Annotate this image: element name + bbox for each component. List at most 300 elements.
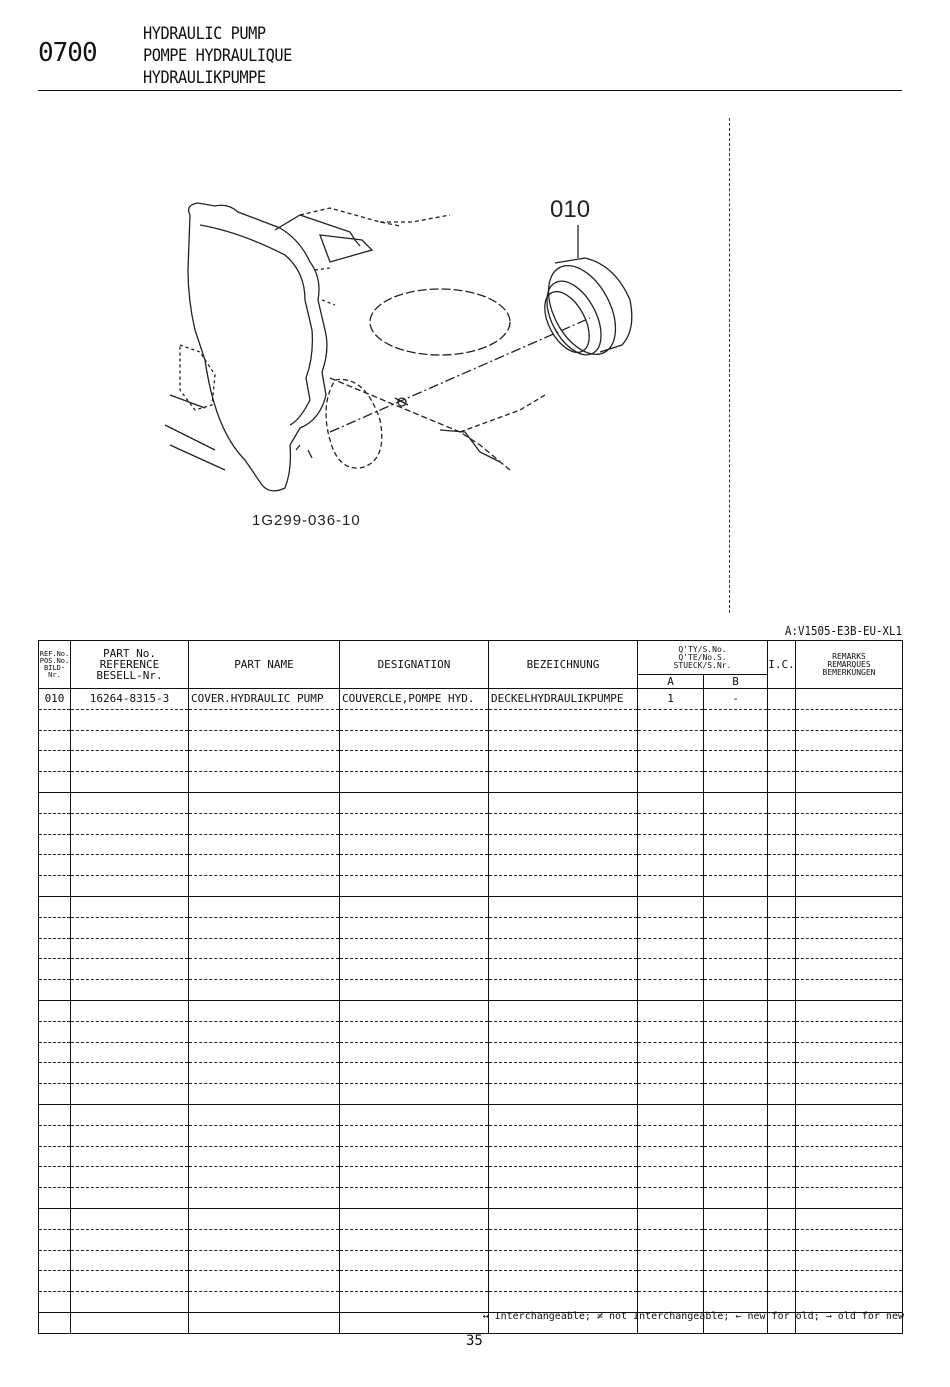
empty-cell [39, 1229, 71, 1250]
empty-cell [189, 938, 340, 959]
empty-cell [71, 1167, 189, 1188]
empty-cell [489, 1125, 638, 1146]
empty-cell [768, 959, 796, 980]
empty-cell [704, 959, 768, 980]
empty-cell [638, 1104, 704, 1125]
empty-cell [340, 855, 489, 876]
empty-cell [71, 1229, 189, 1250]
empty-cell [71, 1292, 189, 1313]
empty-cell [704, 1125, 768, 1146]
empty-cell [704, 1167, 768, 1188]
empty-cell [638, 751, 704, 772]
empty-cell [489, 730, 638, 751]
empty-cell [39, 1188, 71, 1209]
part-no-header: PART No. REFERENCE BESELL-Nr. [71, 641, 189, 689]
empty-cell [189, 876, 340, 897]
empty-cell [638, 730, 704, 751]
empty-cell [340, 1146, 489, 1167]
empty-cell [71, 1271, 189, 1292]
empty-cell [768, 1084, 796, 1105]
empty-cell [340, 1084, 489, 1105]
empty-cell [768, 1146, 796, 1167]
empty-table-row [39, 792, 903, 813]
empty-cell [704, 834, 768, 855]
empty-cell [768, 751, 796, 772]
empty-table-row [39, 1229, 903, 1250]
empty-cell [189, 1250, 340, 1271]
empty-cell [704, 1250, 768, 1271]
empty-cell [704, 792, 768, 813]
empty-cell [489, 1271, 638, 1292]
empty-cell [704, 730, 768, 751]
empty-cell [189, 792, 340, 813]
empty-cell [796, 834, 903, 855]
empty-cell [704, 917, 768, 938]
empty-table-row [39, 938, 903, 959]
empty-cell [189, 709, 340, 730]
qty-a-cell: 1 [638, 689, 704, 710]
empty-cell [704, 1021, 768, 1042]
empty-cell [39, 1292, 71, 1313]
empty-table-row [39, 834, 903, 855]
bezeichnung-cell: DECKELHYDRAULIKPUMPE [489, 689, 638, 710]
empty-table-row [39, 1021, 903, 1042]
bezeichnung-header: BEZEICHNUNG [489, 641, 638, 689]
empty-cell [340, 1000, 489, 1021]
empty-cell [768, 980, 796, 1001]
title-rule [38, 90, 902, 91]
empty-cell [340, 1208, 489, 1229]
empty-cell [638, 1000, 704, 1021]
qty-header: Q'TY/S.No. Q'TE/No.S. STUECK/S.Nr. [638, 641, 768, 675]
empty-cell [768, 813, 796, 834]
empty-cell [796, 1250, 903, 1271]
empty-cell [638, 876, 704, 897]
empty-table-row [39, 855, 903, 876]
empty-table-row [39, 772, 903, 793]
section-number: 0700 [38, 38, 97, 68]
empty-cell [638, 1063, 704, 1084]
empty-cell [768, 772, 796, 793]
empty-cell [189, 917, 340, 938]
empty-table-row [39, 730, 903, 751]
empty-table-row [39, 1250, 903, 1271]
empty-cell [489, 792, 638, 813]
empty-cell [768, 1042, 796, 1063]
empty-cell [768, 730, 796, 751]
empty-table-row [39, 1167, 903, 1188]
empty-cell [638, 959, 704, 980]
empty-cell [71, 876, 189, 897]
empty-cell [340, 1271, 489, 1292]
empty-cell [796, 980, 903, 1001]
empty-cell [39, 1208, 71, 1229]
table-row [39, 689, 903, 710]
empty-cell [638, 1188, 704, 1209]
empty-cell [489, 1146, 638, 1167]
empty-cell [704, 1063, 768, 1084]
empty-cell [704, 1084, 768, 1105]
empty-cell [340, 1188, 489, 1209]
empty-table-row [39, 1208, 903, 1229]
empty-cell [71, 1084, 189, 1105]
empty-cell [39, 1167, 71, 1188]
empty-cell [189, 751, 340, 772]
empty-cell [638, 1084, 704, 1105]
empty-cell [704, 1146, 768, 1167]
empty-cell [189, 1084, 340, 1105]
empty-cell [489, 917, 638, 938]
empty-cell [796, 792, 903, 813]
empty-cell [638, 1167, 704, 1188]
empty-cell [768, 792, 796, 813]
empty-cell [768, 1292, 796, 1313]
empty-cell [768, 1104, 796, 1125]
empty-cell [768, 1021, 796, 1042]
empty-cell [340, 772, 489, 793]
empty-cell [340, 813, 489, 834]
empty-cell [340, 834, 489, 855]
empty-cell [796, 1021, 903, 1042]
empty-table-row [39, 1188, 903, 1209]
empty-cell [71, 896, 189, 917]
empty-cell [489, 876, 638, 897]
empty-cell [489, 709, 638, 730]
empty-cell [638, 1021, 704, 1042]
empty-cell [638, 813, 704, 834]
empty-cell [638, 1271, 704, 1292]
empty-cell [189, 813, 340, 834]
empty-cell [71, 792, 189, 813]
empty-cell [340, 896, 489, 917]
empty-cell [39, 876, 71, 897]
empty-cell [39, 751, 71, 772]
empty-cell [796, 1167, 903, 1188]
model-code: A:V1505-E3B-EU-XL1 [784, 624, 902, 638]
empty-cell [71, 1104, 189, 1125]
empty-cell [340, 938, 489, 959]
empty-cell [489, 1084, 638, 1105]
empty-table-row [39, 1271, 903, 1292]
empty-cell [489, 834, 638, 855]
empty-cell [189, 1167, 340, 1188]
empty-cell [189, 855, 340, 876]
empty-cell [340, 751, 489, 772]
empty-cell [189, 730, 340, 751]
empty-cell [638, 1042, 704, 1063]
empty-cell [768, 1271, 796, 1292]
empty-cell [796, 855, 903, 876]
empty-table-row [39, 1125, 903, 1146]
remarks-header: REMARKS REMARQUES BEMERKUNGEN [796, 641, 903, 689]
ic-header: I.C. [768, 641, 796, 689]
empty-cell [39, 1250, 71, 1271]
empty-cell [340, 917, 489, 938]
empty-cell [189, 1063, 340, 1084]
empty-cell [796, 896, 903, 917]
empty-cell [638, 917, 704, 938]
empty-cell [796, 1188, 903, 1209]
empty-cell [39, 1021, 71, 1042]
empty-table-row [39, 1084, 903, 1105]
empty-cell [189, 1104, 340, 1125]
empty-cell [189, 834, 340, 855]
title-de: HYDRAULIKPUMPE [143, 68, 266, 88]
empty-cell [489, 1000, 638, 1021]
empty-cell [340, 1104, 489, 1125]
empty-cell [39, 1146, 71, 1167]
empty-cell [39, 1312, 71, 1333]
empty-cell [189, 1229, 340, 1250]
empty-cell [340, 1312, 489, 1333]
empty-cell [704, 1104, 768, 1125]
empty-cell [340, 1250, 489, 1271]
empty-cell [189, 1208, 340, 1229]
empty-cell [39, 959, 71, 980]
empty-cell [489, 1208, 638, 1229]
empty-cell [796, 1125, 903, 1146]
empty-cell [189, 1042, 340, 1063]
qty-a-header: A [638, 675, 704, 689]
page-number: 35 [466, 1333, 483, 1349]
empty-cell [796, 1229, 903, 1250]
empty-cell [71, 730, 189, 751]
empty-table-row [39, 1063, 903, 1084]
parts-table [38, 640, 903, 1334]
empty-cell [71, 855, 189, 876]
empty-table-row [39, 1104, 903, 1125]
remarks-cell [796, 689, 903, 710]
empty-cell [704, 813, 768, 834]
empty-table-row [39, 1146, 903, 1167]
empty-cell [71, 980, 189, 1001]
empty-cell [340, 876, 489, 897]
empty-cell [71, 917, 189, 938]
empty-cell [796, 917, 903, 938]
empty-cell [340, 1021, 489, 1042]
part-no-cell: 16264-8315-3 [71, 689, 189, 710]
empty-cell [39, 1063, 71, 1084]
empty-cell [796, 1084, 903, 1105]
empty-cell [704, 1229, 768, 1250]
empty-cell [796, 1271, 903, 1292]
empty-cell [796, 1000, 903, 1021]
empty-cell [39, 1042, 71, 1063]
empty-cell [796, 813, 903, 834]
empty-cell [796, 1146, 903, 1167]
empty-cell [39, 813, 71, 834]
empty-cell [189, 1125, 340, 1146]
empty-cell [340, 1292, 489, 1313]
empty-cell [71, 1146, 189, 1167]
empty-cell [704, 876, 768, 897]
empty-cell [340, 792, 489, 813]
empty-cell [39, 792, 71, 813]
ref-no-cell: 010 [39, 689, 71, 710]
empty-table-row [39, 959, 903, 980]
empty-cell [638, 1250, 704, 1271]
empty-cell [39, 730, 71, 751]
empty-cell [489, 896, 638, 917]
empty-table-row [39, 813, 903, 834]
empty-cell [768, 709, 796, 730]
empty-cell [340, 730, 489, 751]
empty-cell [39, 1000, 71, 1021]
empty-cell [768, 1250, 796, 1271]
empty-cell [71, 1021, 189, 1042]
empty-cell [340, 959, 489, 980]
empty-cell [704, 1188, 768, 1209]
empty-cell [796, 876, 903, 897]
empty-cell [189, 1000, 340, 1021]
empty-cell [704, 1042, 768, 1063]
empty-cell [39, 855, 71, 876]
drawing-number: 1G299-036-10 [252, 512, 361, 529]
empty-cell [39, 709, 71, 730]
empty-cell [704, 980, 768, 1001]
empty-cell [638, 834, 704, 855]
empty-cell [489, 1104, 638, 1125]
empty-cell [704, 751, 768, 772]
empty-cell [71, 959, 189, 980]
title-en: HYDRAULIC PUMP [143, 24, 266, 44]
empty-cell [71, 1125, 189, 1146]
empty-cell [796, 1292, 903, 1313]
empty-cell [796, 1063, 903, 1084]
empty-cell [71, 1312, 189, 1333]
empty-cell [638, 1146, 704, 1167]
empty-cell [489, 772, 638, 793]
empty-cell [189, 959, 340, 980]
exploded-view-figure [0, 100, 730, 570]
empty-cell [71, 709, 189, 730]
empty-cell [704, 772, 768, 793]
empty-cell [704, 1208, 768, 1229]
empty-cell [340, 980, 489, 1001]
empty-cell [704, 938, 768, 959]
empty-cell [768, 1125, 796, 1146]
empty-cell [768, 1167, 796, 1188]
empty-cell [39, 1271, 71, 1292]
empty-cell [71, 1250, 189, 1271]
empty-cell [768, 896, 796, 917]
empty-cell [704, 896, 768, 917]
empty-cell [39, 1084, 71, 1105]
empty-cell [704, 1000, 768, 1021]
ic-cell [768, 689, 796, 710]
empty-cell [71, 938, 189, 959]
empty-cell [796, 1104, 903, 1125]
empty-cell [340, 1125, 489, 1146]
empty-cell [704, 1292, 768, 1313]
empty-cell [489, 1250, 638, 1271]
empty-cell [71, 1188, 189, 1209]
interchangeability-legend: ↔ Interchangeable; ≠ not Interchangeable; ← new for old; → old for new [482, 1311, 904, 1322]
designation-header: DESIGNATION [340, 641, 489, 689]
empty-cell [39, 917, 71, 938]
empty-table-row [39, 980, 903, 1001]
title-fr: POMPE HYDRAULIQUE [143, 46, 292, 66]
empty-table-row [39, 1042, 903, 1063]
empty-cell [39, 980, 71, 1001]
empty-cell [340, 1063, 489, 1084]
empty-cell [489, 980, 638, 1001]
empty-cell [768, 938, 796, 959]
empty-cell [768, 876, 796, 897]
empty-cell [768, 1208, 796, 1229]
empty-cell [796, 1208, 903, 1229]
empty-cell [489, 1188, 638, 1209]
empty-cell [638, 1208, 704, 1229]
empty-cell [39, 834, 71, 855]
empty-cell [638, 896, 704, 917]
empty-cell [768, 1000, 796, 1021]
empty-cell [189, 980, 340, 1001]
empty-cell [39, 1125, 71, 1146]
empty-cell [489, 959, 638, 980]
empty-cell [638, 938, 704, 959]
empty-cell [638, 709, 704, 730]
empty-cell [71, 751, 189, 772]
empty-cell [796, 959, 903, 980]
empty-cell [71, 813, 189, 834]
empty-cell [638, 772, 704, 793]
empty-cell [489, 1063, 638, 1084]
empty-cell [189, 772, 340, 793]
empty-cell [796, 730, 903, 751]
empty-cell [189, 1146, 340, 1167]
empty-table-row [39, 1292, 903, 1313]
empty-cell [796, 772, 903, 793]
qty-b-cell: - [704, 689, 768, 710]
figure-divider [729, 118, 730, 613]
empty-cell [489, 855, 638, 876]
qty-b-header: B [704, 675, 768, 689]
empty-cell [638, 1292, 704, 1313]
part-name-header: PART NAME [189, 641, 340, 689]
empty-cell [340, 1042, 489, 1063]
empty-cell [704, 709, 768, 730]
empty-cell [638, 1125, 704, 1146]
empty-cell [71, 1063, 189, 1084]
empty-cell [768, 1063, 796, 1084]
empty-cell [340, 1229, 489, 1250]
empty-table-row [39, 896, 903, 917]
empty-cell [489, 751, 638, 772]
empty-cell [638, 855, 704, 876]
empty-cell [768, 1188, 796, 1209]
empty-cell [768, 917, 796, 938]
empty-cell [189, 896, 340, 917]
ref-no-header: REF.No. POS.No. BILD-Nr. [39, 641, 71, 689]
empty-cell [638, 792, 704, 813]
empty-cell [704, 1271, 768, 1292]
empty-table-row [39, 709, 903, 730]
empty-cell [189, 1271, 340, 1292]
empty-cell [489, 1042, 638, 1063]
empty-cell [489, 1229, 638, 1250]
empty-cell [189, 1188, 340, 1209]
empty-cell [638, 1229, 704, 1250]
empty-cell [39, 938, 71, 959]
empty-cell [39, 772, 71, 793]
designation-cell: COUVERCLE,POMPE HYD. [340, 689, 489, 710]
empty-cell [71, 834, 189, 855]
empty-cell [796, 751, 903, 772]
empty-cell [638, 980, 704, 1001]
part-name-cell: COVER.HYDRAULIC PUMP [189, 689, 340, 710]
empty-cell [796, 709, 903, 730]
